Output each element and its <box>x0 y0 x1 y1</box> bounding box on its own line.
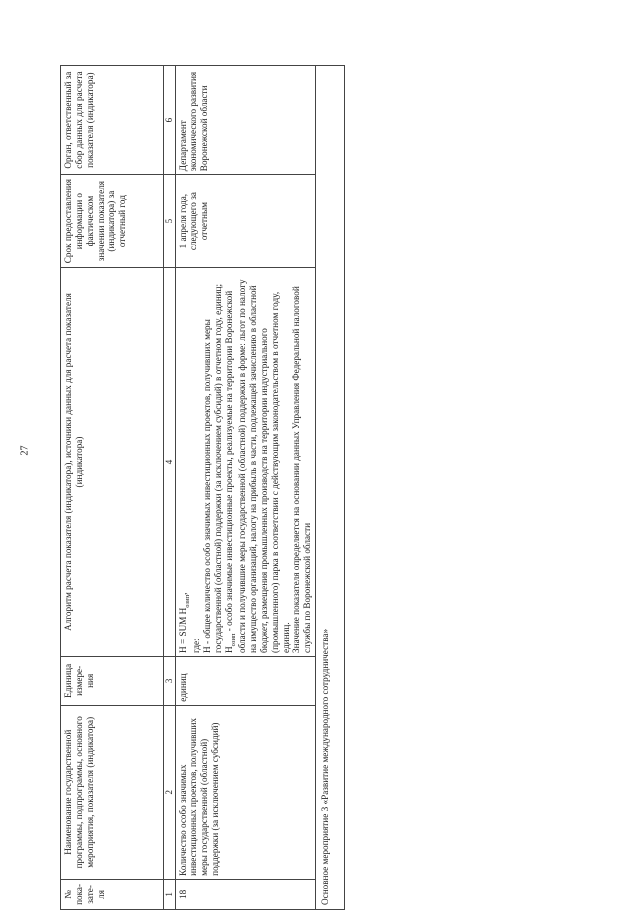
definition-n: Н - общее количество особо значимых инвестиционных проектов, получивших меры государственной (областной) поддержки (за исключением субсидий) в отчетном году, единиц; <box>201 284 223 653</box>
section-row <box>316 66 345 910</box>
indicator-unit: единиц <box>175 656 316 705</box>
nozip-text: - особо значимые инвестиционные проекты, реализуемые на территории Воронежской области и получившие меры государственной (областной) поддержки в форме: льгот по налогу на имущество организаций, налогу на прибыль в части, подлежащей зачислению в областной бюджет, размещения промышленных производств на территории индустриального (промышленного) парка в соответствии с действующим законодательством в отчетном году, единиц. <box>223 279 291 653</box>
column-number: 2 <box>164 705 176 879</box>
nozip-subscript: озип <box>229 633 237 647</box>
rotated-sheet <box>60 65 580 910</box>
nozip-symbol: Н <box>223 646 234 653</box>
indicator-algorithm <box>175 268 316 657</box>
formula <box>178 271 191 653</box>
table-row <box>175 66 316 910</box>
header-row <box>61 66 164 910</box>
section-title: Основное мероприятие 3 «Развитие международного сотрудничества» <box>316 66 345 910</box>
indicator-name: Количество особо значимых инвестиционных проектов, получивших меры государственной (областной) поддержки (за исключением субсидий) <box>175 705 316 879</box>
formula-comma: , <box>177 592 188 595</box>
where-label: где: <box>191 638 202 653</box>
indicator-table <box>60 65 345 910</box>
row-number: 18 <box>175 879 316 909</box>
header-deadline: Срок предоставления информации о фактическом значении показателя (индикатора) за отчетный год <box>61 175 164 268</box>
column-number: 4 <box>164 268 176 657</box>
header-responsible: Орган, ответственный за сбор данных для расчета показателя (индикатора) <box>61 66 164 175</box>
definition-nozip <box>224 271 292 653</box>
data-source: Значение показателя определяется на основании данных Управления Федеральной налоговой службы по Воронежской области <box>291 286 313 653</box>
column-number: 3 <box>164 656 176 705</box>
indicator-responsible: Департамент экономического развития Воронежской области <box>175 66 316 175</box>
column-number: 6 <box>164 66 176 175</box>
indicator-table-container <box>60 65 580 910</box>
indicator-deadline: 1 апреля года, следующего за отчетным <box>175 175 316 268</box>
column-number: 1 <box>164 879 176 909</box>
page-number: 27 <box>19 445 31 456</box>
formula-main: Н = SUM Н <box>177 607 188 653</box>
formula-subscript: озип <box>183 594 191 608</box>
column-number: 5 <box>164 175 176 268</box>
header-number: № пока-зате-ля <box>61 879 164 909</box>
header-algorithm: Алгоритм расчета показателя (индикатора), источники данных для расчета показателя (индикатора) <box>61 268 164 657</box>
column-number-row <box>164 66 176 910</box>
header-name: Наименование государственной программы, подпрограммы, основного мероприятия, показателя (индикатора) <box>61 705 164 879</box>
header-unit: Единица измере-ния <box>61 656 164 705</box>
